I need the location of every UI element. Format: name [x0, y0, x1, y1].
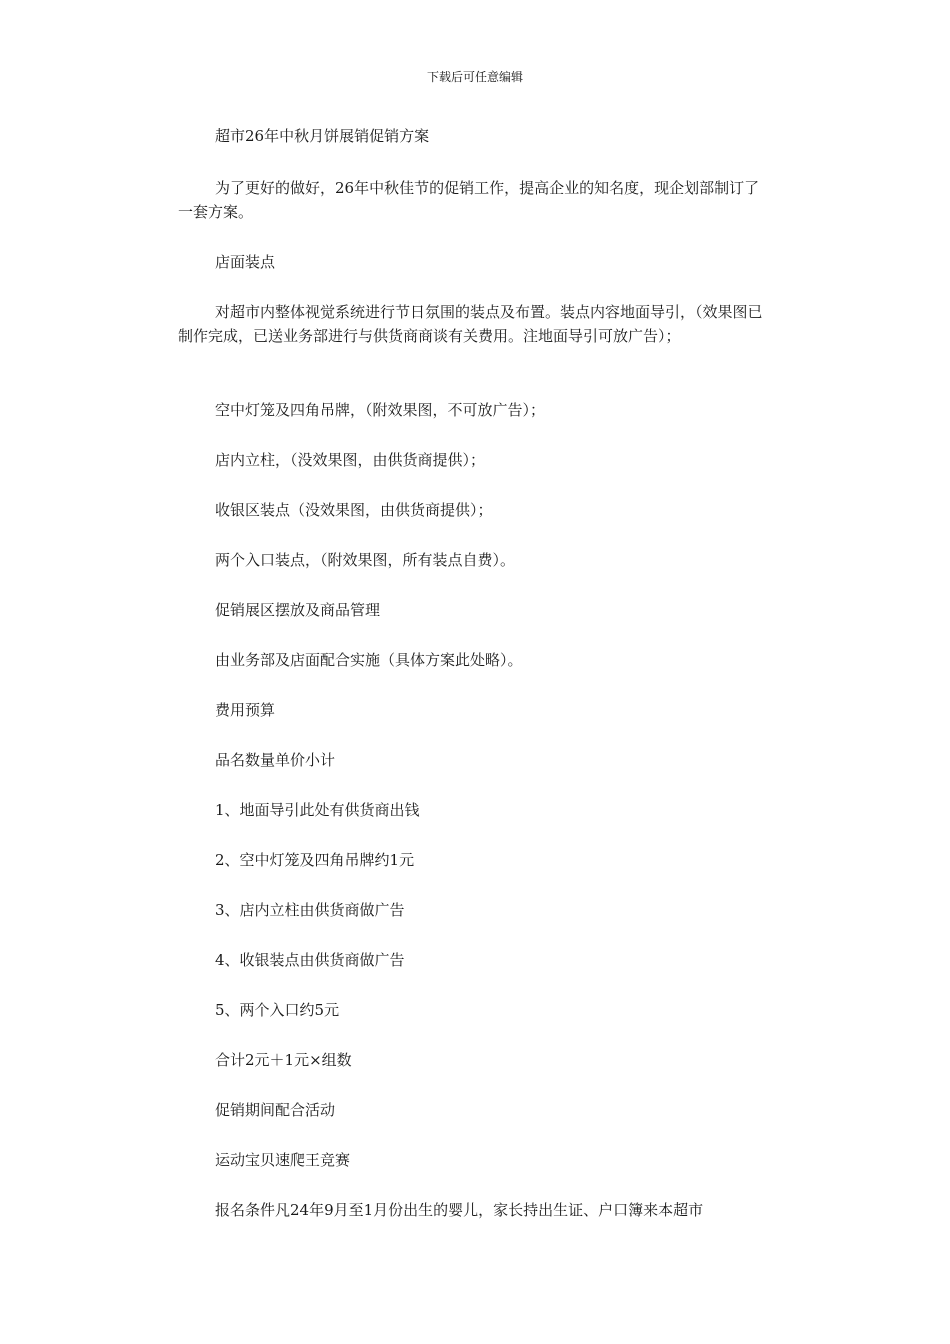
display-paragraph: 由业务部及店面配合实施（具体方案此处略）。 [215, 651, 523, 669]
budget-item: 3、店内立柱由供货商做广告 [215, 901, 405, 919]
budget-item: 4、收银装点由供货商做广告 [215, 951, 405, 969]
list-item: 店内立柱，（没效果图，由供货商提供）； [215, 451, 486, 469]
budget-item: 5、两个入口约5元 [215, 1001, 340, 1019]
budget-header: 品名数量单价小计 [215, 751, 336, 769]
document-title: 超市26年中秋月饼展销促销方案 [215, 127, 430, 145]
decoration-paragraph: 对超市内整体视觉系统进行节日氛围的装点及布置。装点内容地面导引，（效果图已制作完成，已送业务部进行与供货商商谈有关费用。注地面导引可放广告）； [178, 303, 763, 345]
budget-item: 2、空中灯笼及四角吊牌约1元 [215, 851, 415, 869]
list-item: 两个入口装点，（附效果图，所有装点自费）。 [215, 551, 516, 569]
section-heading-activities: 促销期间配合活动 [215, 1101, 336, 1119]
list-item: 空中灯笼及四角吊牌，（附效果图，不可放广告）； [215, 401, 546, 419]
page-header: 下载后可任意编辑 [426, 70, 523, 84]
budget-total: 合计2元＋1元×组数 [215, 1051, 352, 1069]
intro-paragraph: 为了更好的做好，26年中秋佳节的促销工作，提高企业的知名度，现企划部制订了一套方案。 [178, 179, 760, 221]
activity-title: 运动宝贝速爬王竞赛 [215, 1151, 351, 1169]
activity-paragraph: 报名条件凡24年9月至1月份出生的婴儿，家长持出生证、户口簿来本超市 [215, 1201, 704, 1219]
list-item: 收银区装点（没效果图，由供货商提供）； [215, 501, 493, 519]
section-heading-budget: 费用预算 [215, 701, 276, 719]
section-heading-decoration: 店面装点 [215, 253, 276, 271]
budget-item: 1、地面导引此处有供货商出钱 [215, 801, 420, 819]
section-heading-display: 促销展区摆放及商品管理 [215, 601, 381, 619]
